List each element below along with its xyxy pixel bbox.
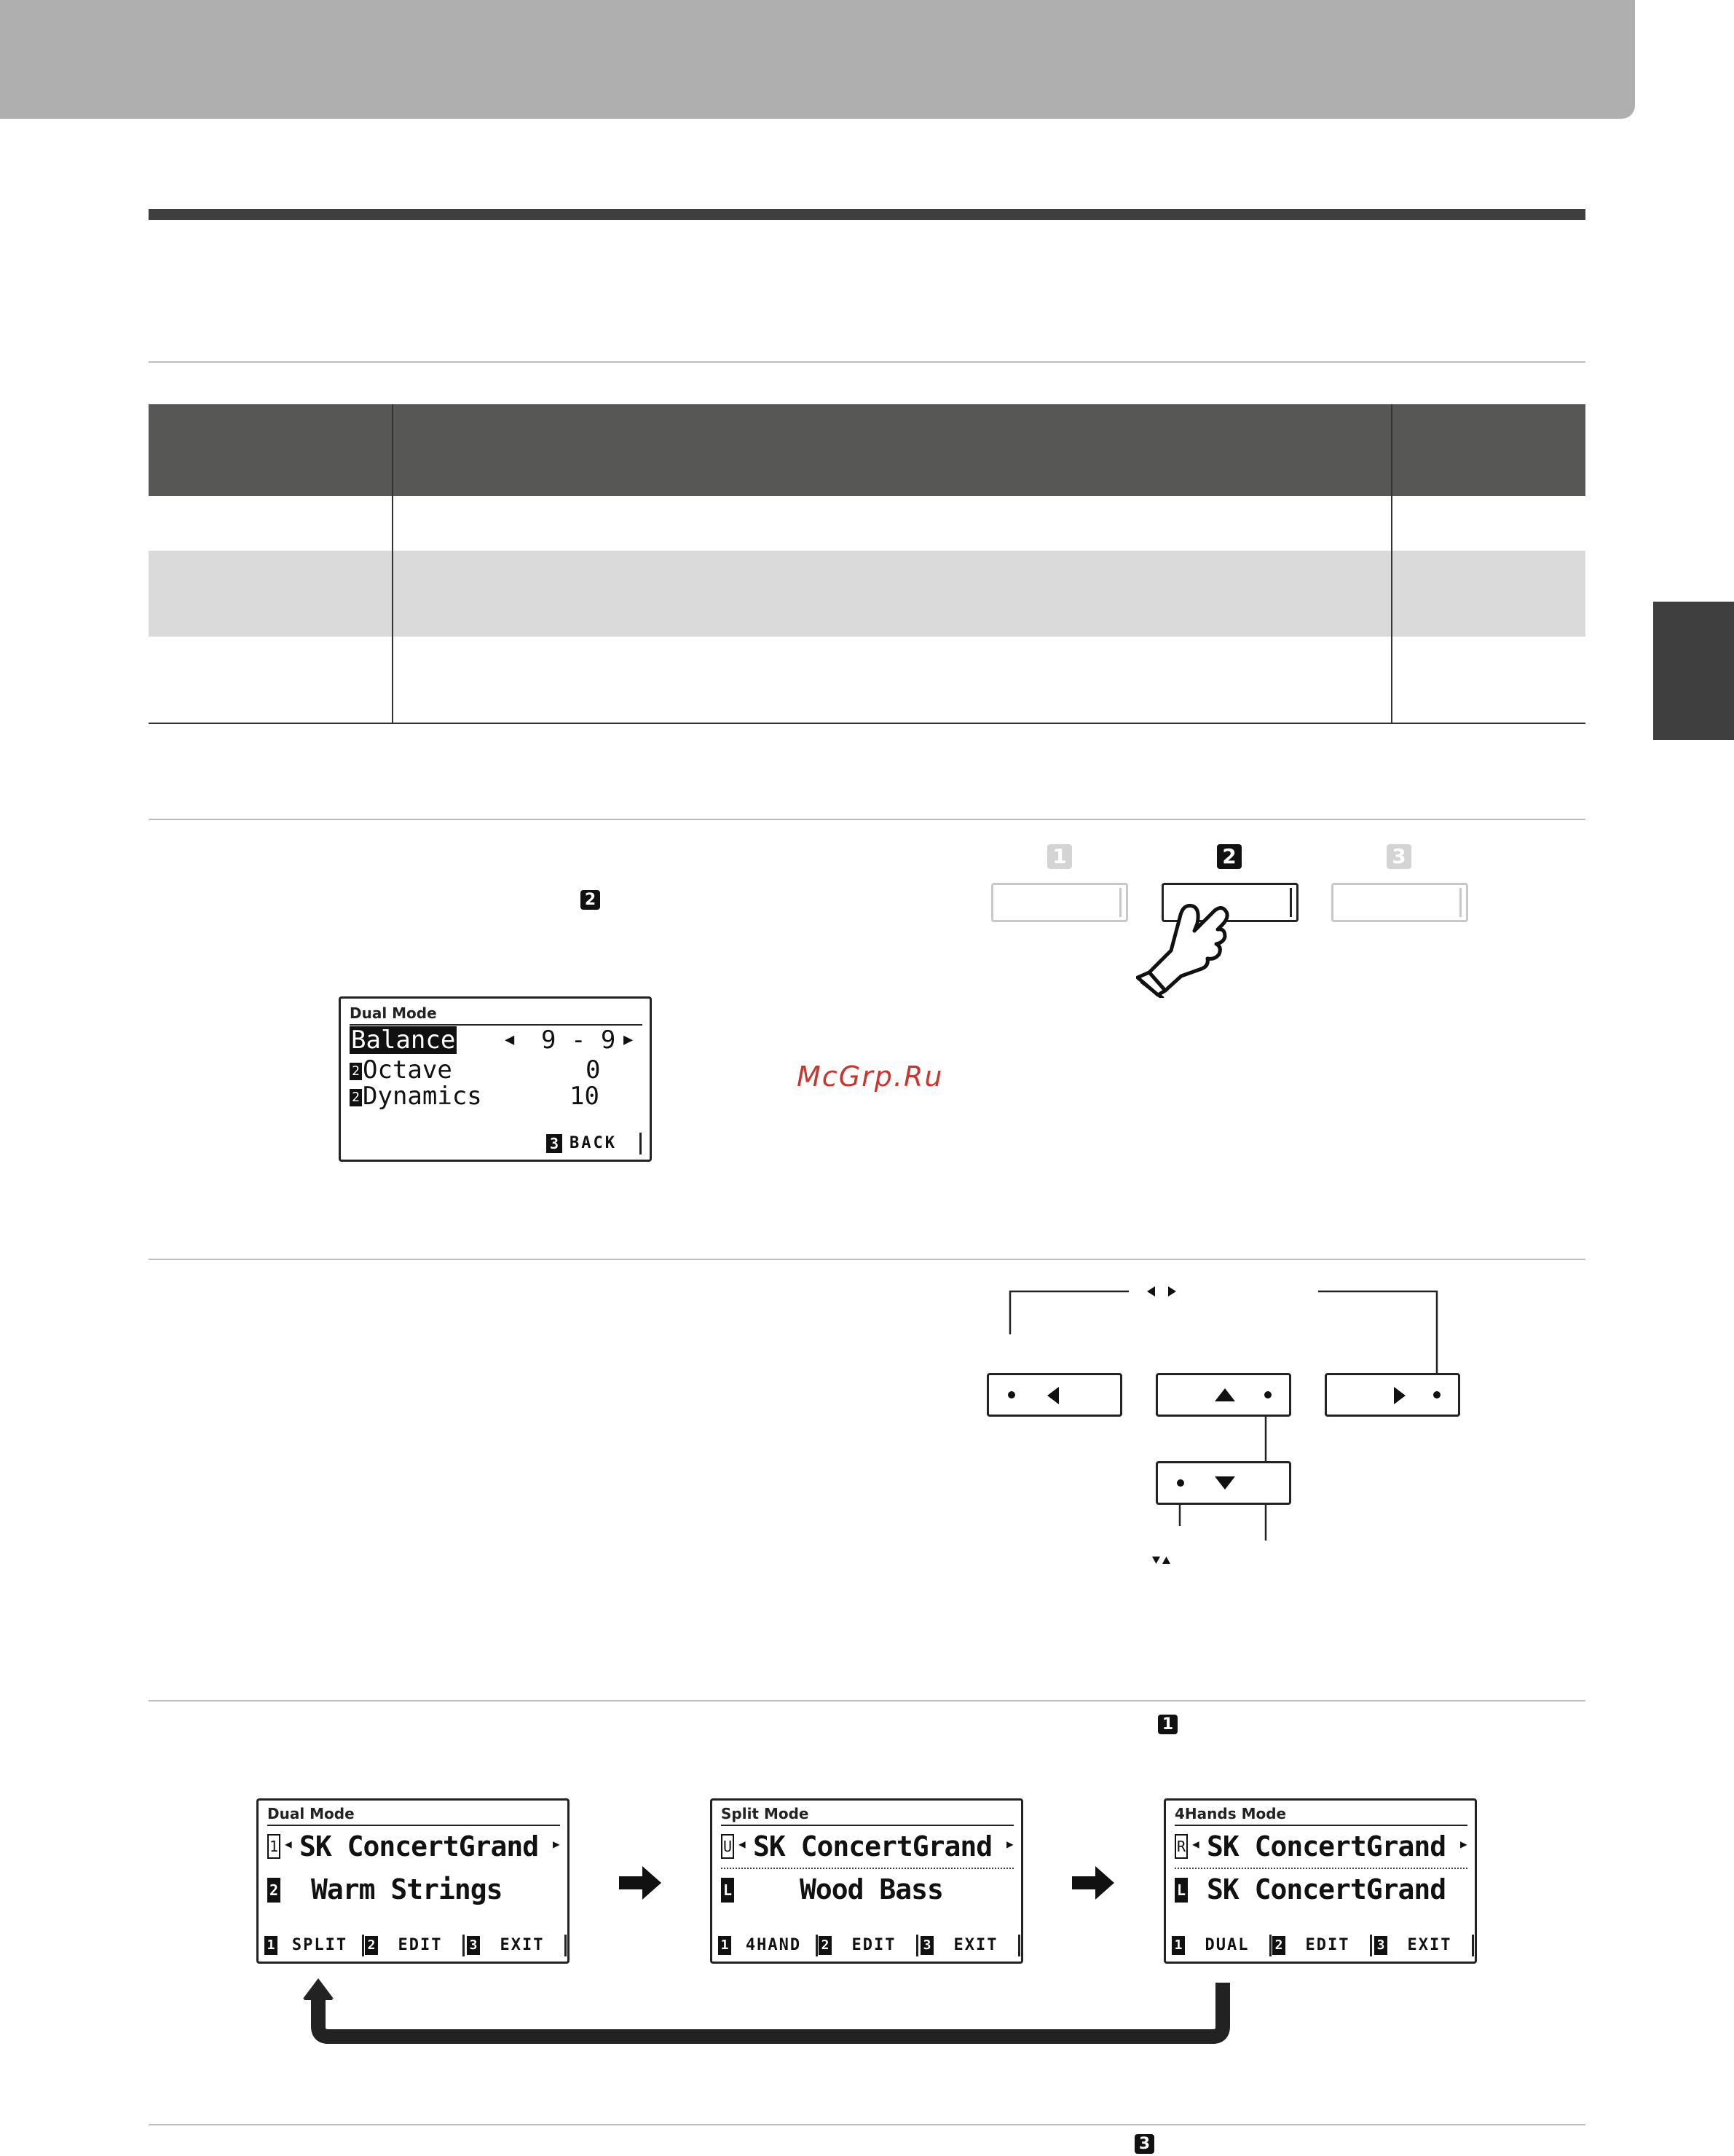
watermark-text: McGrp.Ru [797,1061,944,1093]
right-arrow-icon: ▶ [1460,1837,1467,1851]
split-divider [1175,1868,1467,1869]
footer-button-label: 4HAND [745,1936,802,1954]
lcd-footer-edge [639,1133,642,1154]
left-arrow-icon: ◀ [285,1837,292,1851]
footer-divider [564,1935,567,1956]
footer-button-number: 1 [1172,1936,1185,1955]
footer-divider [462,1935,465,1956]
function-button-3[interactable] [1331,883,1468,922]
footer-button-label: EDIT [851,1936,896,1954]
footer-button-label: EDIT [1305,1936,1350,1954]
lcd-title: Split Mode [721,1805,809,1822]
lcd-title: 4Hands Mode [1175,1805,1287,1822]
footer-button-number: 3 [921,1936,934,1955]
section-divider [149,1700,1585,1701]
lcd-rule [267,1825,560,1826]
lower-sound-name: Wood Bass [800,1873,943,1905]
footer-divider [1370,1935,1372,1956]
lcd-title: Dual Mode [267,1805,355,1822]
mode-lcd-screen [256,1798,570,1964]
footer-button-label: EXIT [1407,1936,1452,1954]
function-button-badge: 1 [1158,1715,1178,1734]
down-arrow-icon [1213,1475,1237,1491]
table-column-divider [392,404,393,724]
back-label: BACK [570,1134,617,1152]
function-button-badge: 3 [1135,2134,1154,2154]
footer-divider [362,1935,364,1956]
button-number-1: 1 [1047,844,1072,869]
octave-value: 0 [586,1055,601,1085]
balance-value: 9 - 9 [541,1026,616,1055]
button-number-2: 2 [1217,844,1242,869]
footer-button-number: 1 [718,1936,731,1955]
left-arrow-icon: ◀ [738,1837,746,1851]
left-arrow-icon: ◀ [505,1031,515,1049]
lcd-rule [1175,1825,1467,1826]
lower-sound-name: SK ConcertGrand [1207,1873,1446,1905]
right-arrow-icon: ▶ [1006,1837,1014,1851]
navigation-diagram [983,1278,1478,1570]
section-divider [149,2124,1585,2125]
balance-label: Balance [351,1026,456,1055]
part-marker-upper: R [1175,1834,1188,1859]
split-divider [721,1868,1014,1869]
dynamics-marker: 2 [350,1089,362,1106]
footer-divider [1269,1935,1272,1956]
right-block-arrow-icon [619,1866,663,1900]
footer-button-label: DUAL [1205,1936,1250,1954]
footer-button-number: 3 [467,1936,480,1955]
footer-button-label: EXIT [953,1936,998,1954]
table-column-divider [1391,404,1392,724]
function-button-badge: 2 [580,890,600,910]
footer-button-number: 2 [819,1936,832,1955]
title-rule [149,209,1585,220]
right-triangle-icon [1168,1286,1176,1297]
table-header [149,404,1585,496]
right-arrow-icon: ▶ [553,1837,560,1851]
lower-sound-name: Warm Strings [311,1873,503,1905]
footer-button-number: 1 [264,1936,277,1955]
dynamics-value: 10 [570,1082,599,1111]
up-arrow-icon [1213,1387,1237,1403]
octave-marker: 2 [350,1063,362,1080]
part-marker-lower: L [721,1878,734,1903]
left-button[interactable] [987,1373,1122,1417]
table-bottom-rule [149,723,1585,724]
octave-label: Octave [363,1055,452,1085]
right-arrow-icon: ▶ [623,1031,634,1049]
footer-button-number: 2 [365,1936,378,1955]
button-number-3: 3 [1387,844,1411,869]
table-row-shaded [149,551,1585,637]
footer-divider [1018,1935,1020,1956]
dynamics-label: Dynamics [363,1082,482,1111]
part-marker-upper: U [721,1834,734,1859]
footer-divider [916,1935,918,1956]
lcd-rule [721,1825,1014,1826]
chapter-tab [1653,602,1734,740]
right-button[interactable] [1325,1373,1460,1417]
return-loop-arrow-icon [299,1974,1245,2047]
down-triangle-icon [1152,1557,1160,1564]
part-marker-lower: 2 [267,1878,280,1903]
section-divider [149,819,1585,820]
upper-sound-name: SK ConcertGrand [1207,1830,1446,1862]
part-marker-lower: L [1175,1878,1188,1903]
section-divider [149,361,1585,363]
upper-sound-name: SK ConcertGrand [299,1830,539,1862]
upper-sound-name: SK ConcertGrand [753,1830,993,1862]
right-block-arrow-icon [1072,1866,1116,1900]
lcd-title: Dual Mode [350,1004,437,1022]
left-arrow-icon [1044,1385,1062,1406]
footer-button-label: EDIT [398,1936,443,1954]
footer-button-number: 3 [1374,1936,1387,1955]
section-divider [149,1259,1585,1260]
header-band [0,0,1635,119]
up-triangle-icon [1162,1557,1170,1564]
up-button[interactable] [1156,1373,1291,1417]
left-arrow-icon: ◀ [1192,1837,1199,1851]
footer-button-label: EXIT [500,1936,545,1954]
back-number: 3 [546,1134,562,1153]
pressing-hand-icon [1136,889,1231,998]
right-arrow-icon [1391,1385,1408,1406]
dual-mode-lcd [339,996,652,1162]
function-button-1[interactable] [991,883,1128,922]
part-marker-upper: 1 [267,1834,280,1859]
down-button[interactable] [1156,1461,1291,1505]
footer-button-number: 2 [1272,1936,1285,1955]
left-triangle-icon [1147,1286,1155,1297]
footer-divider [1472,1935,1474,1956]
footer-divider [816,1935,818,1956]
mode-lcd-screen [1164,1798,1477,1964]
mode-lcd-screen [710,1798,1023,1964]
footer-button-label: SPLIT [291,1936,348,1954]
